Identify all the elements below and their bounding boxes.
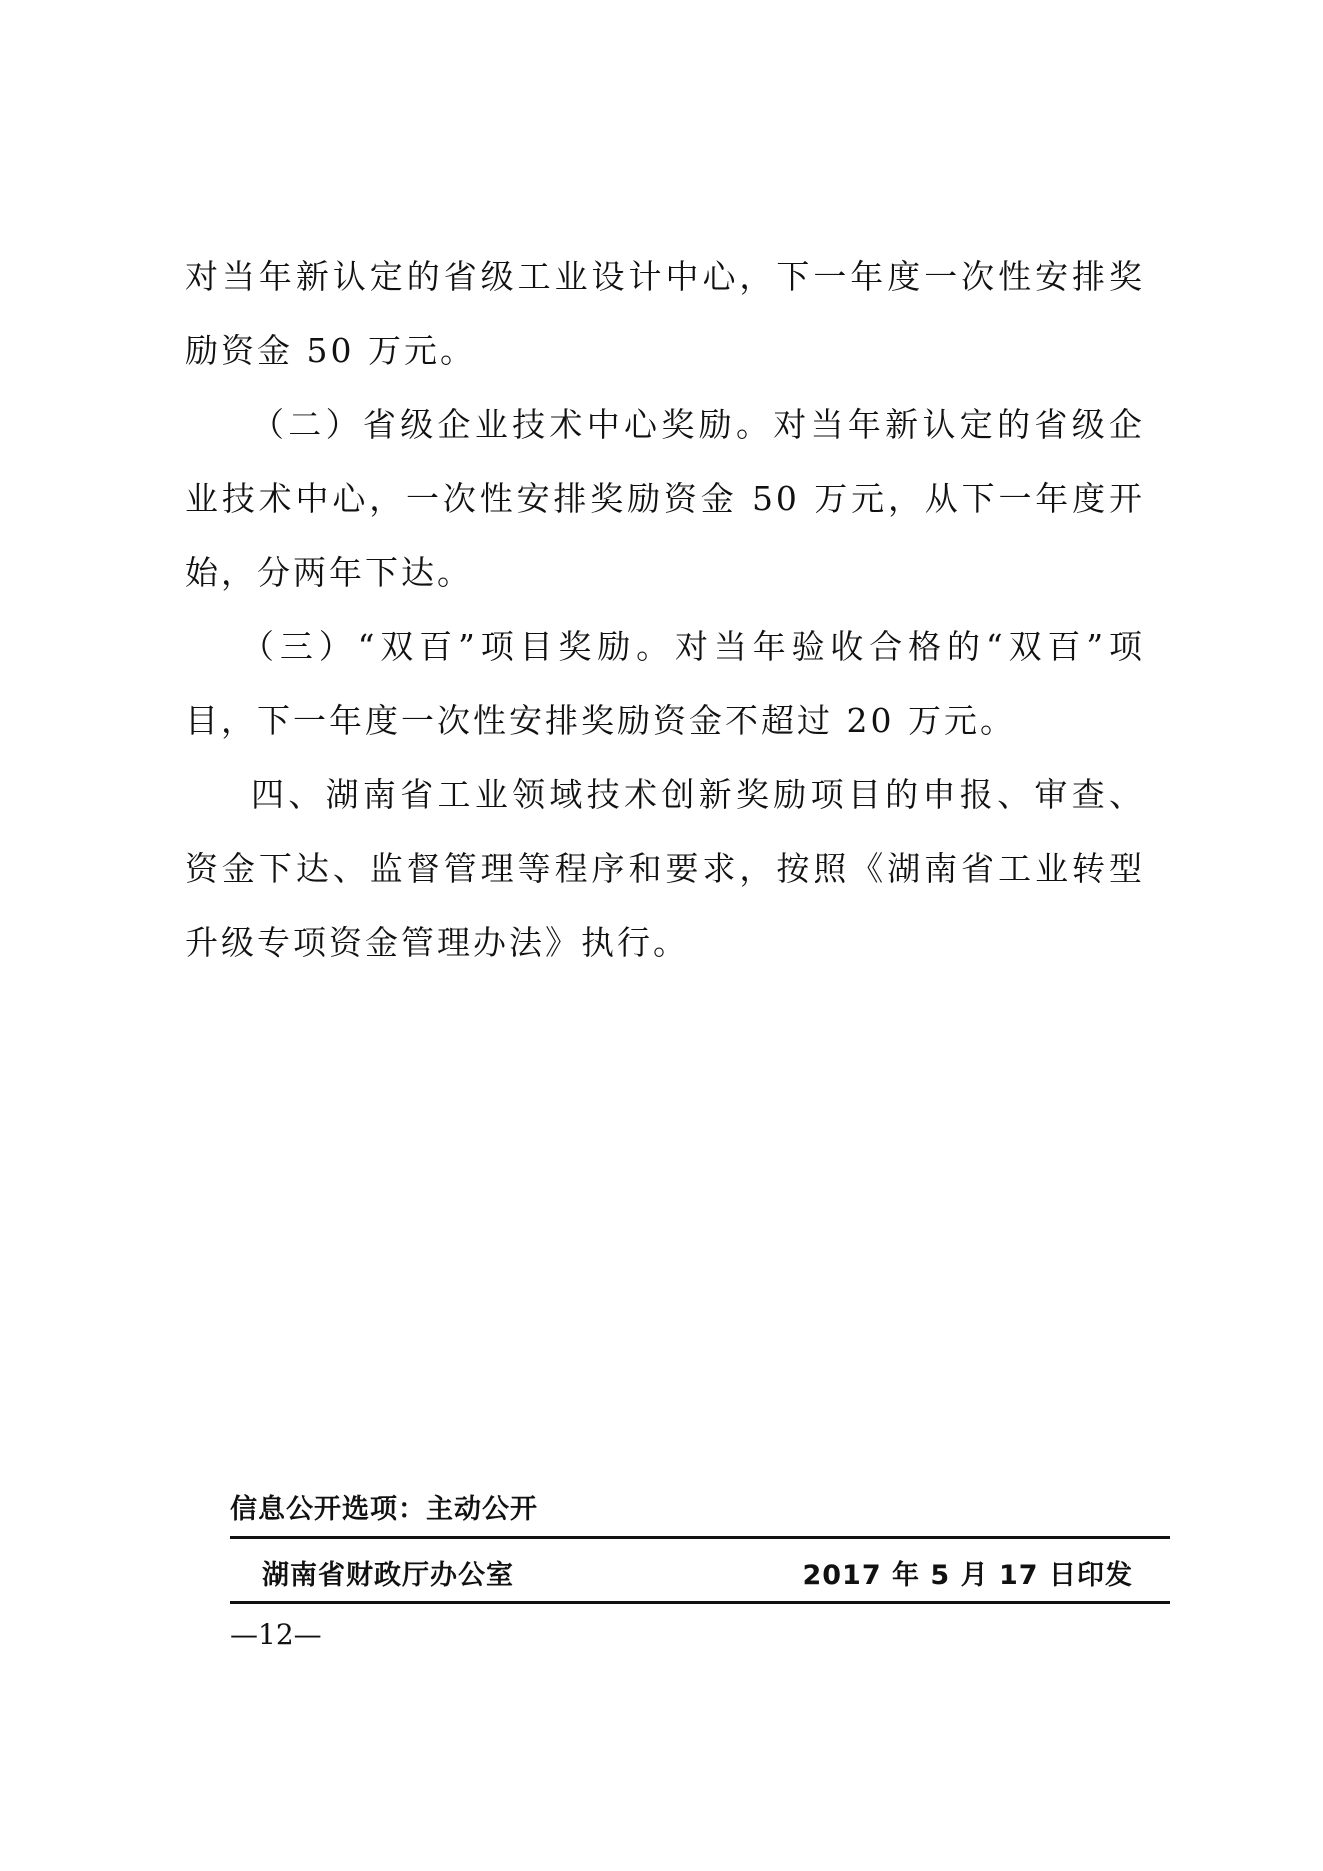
- document-body: [185, 240, 1145, 980]
- footer-rule-bottom: [230, 1601, 1170, 1604]
- issuing-office: 湖南省财政厅办公室: [262, 1560, 514, 1591]
- footer-rule-top: [230, 1536, 1170, 1539]
- paragraph-section-4: 四、湖南省工业领域技术创新奖励项目的申报、审查、资金下达、监督管理等程序和要求，按照《湖南省工业转型升级专项资金管理办法》执行。: [185, 775, 1145, 962]
- disclosure-option: 信息公开选项：主动公开: [230, 1494, 538, 1525]
- issue-date: 2017 年 5 月 17 日印发: [802, 1560, 1133, 1591]
- paragraph-item-3: （三）“双百”项目奖励。对当年验收合格的“双百”项目，下一年度一次性安排奖励资金不超过 20 万元。: [185, 627, 1145, 740]
- paragraph-item-2: （二）省级企业技术中心奖励。对当年新认定的省级企业技术中心，一次性安排奖励资金 50 万元，从下一年度开始，分两年下达。: [185, 405, 1145, 592]
- paragraph-continuation: 对当年新认定的省级工业设计中心，下一年度一次性安排奖励资金 50 万元。: [185, 257, 1145, 370]
- page-number: —12—: [230, 1618, 322, 1651]
